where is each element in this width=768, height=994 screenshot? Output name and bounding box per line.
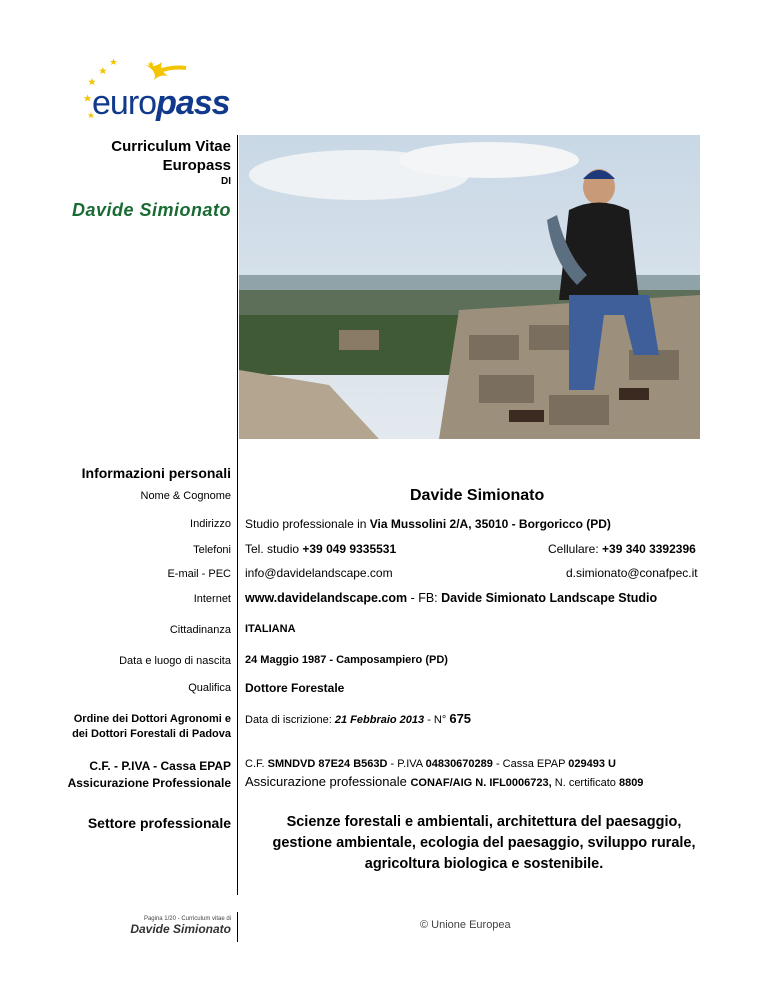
label-order: Ordine dei Dottori Agronomi e dei Dottori Forestali di Padova bbox=[72, 713, 231, 740]
label-qualification: Qualifica bbox=[188, 682, 231, 694]
vertical-rule bbox=[237, 135, 238, 895]
label-name: Nome & Cognome bbox=[140, 490, 231, 502]
cv-di: DI bbox=[221, 176, 231, 187]
value-birth: 24 Maggio 1987 - Camposampiero (PD) bbox=[245, 654, 448, 666]
value-name: Davide Simionato bbox=[410, 487, 545, 504]
footer-page-info: Pagina 1/20 - Curriculum vitae di Davide Simionato bbox=[130, 916, 231, 936]
europass-wordmark: europass bbox=[92, 84, 230, 122]
label-email: E-mail - PEC bbox=[167, 568, 231, 580]
value-order: Data di iscrizione: 21 Febbraio 2013 - N° 675 bbox=[245, 711, 472, 726]
footer-rule bbox=[237, 912, 238, 942]
value-insurance: Assicurazione professionale CONAF/AIG N. IFL0006723, N. certificato 8809 bbox=[245, 774, 644, 789]
label-address: Indirizzo bbox=[190, 518, 231, 530]
profile-photo bbox=[239, 135, 700, 439]
value-internet: www.davidelandscape.com - FB: Davide Simionato Landscape Studio bbox=[245, 591, 658, 605]
sector-text: Scienze forestali e ambientali, architettura del paesaggio, gestione ambientale, ecologia del paesaggio, sviluppo rurale, agricoltura biologica e sostenibile. bbox=[272, 814, 696, 872]
section-personal-info: Informazioni personali bbox=[81, 465, 231, 481]
value-cf: C.F. SMNDVD 87E24 B563D - P.IVA 04830670289 - Cassa EPAP 029493 U bbox=[245, 758, 617, 770]
europass-logo bbox=[82, 56, 232, 126]
value-phone-studio: Tel. studio +39 049 9335531 bbox=[245, 542, 397, 556]
value-address: Studio professionale in Via Mussolini 2/A, 35010 - Borgoricco (PD) bbox=[245, 517, 611, 531]
label-internet: Internet bbox=[193, 593, 231, 605]
website-link[interactable]: www.davidelandscape.com bbox=[245, 591, 408, 605]
cv-title: Curriculum Vitae Europass bbox=[111, 138, 231, 174]
footer-copyright: © Unione Europea bbox=[420, 919, 511, 931]
value-citizenship: ITALIANA bbox=[245, 623, 296, 635]
value-mobile: Cellulare: +39 340 3392396 bbox=[548, 542, 696, 556]
value-email[interactable]: info@davidelandscape.com bbox=[245, 566, 393, 580]
label-cf: C.F. - P.IVA - Cassa EPAP Assicurazione Professionale bbox=[67, 759, 231, 790]
value-pec[interactable]: d.simionato@conafpec.it bbox=[566, 566, 698, 580]
label-birth: Data e luogo di nascita bbox=[119, 655, 231, 667]
cv-owner-name: Davide Simionato bbox=[71, 200, 231, 220]
value-qualification: Dottore Forestale bbox=[245, 681, 345, 695]
label-citizenship: Cittadinanza bbox=[169, 624, 231, 636]
label-phones: Telefoni bbox=[193, 544, 231, 556]
section-sector: Settore professionale bbox=[87, 815, 231, 831]
